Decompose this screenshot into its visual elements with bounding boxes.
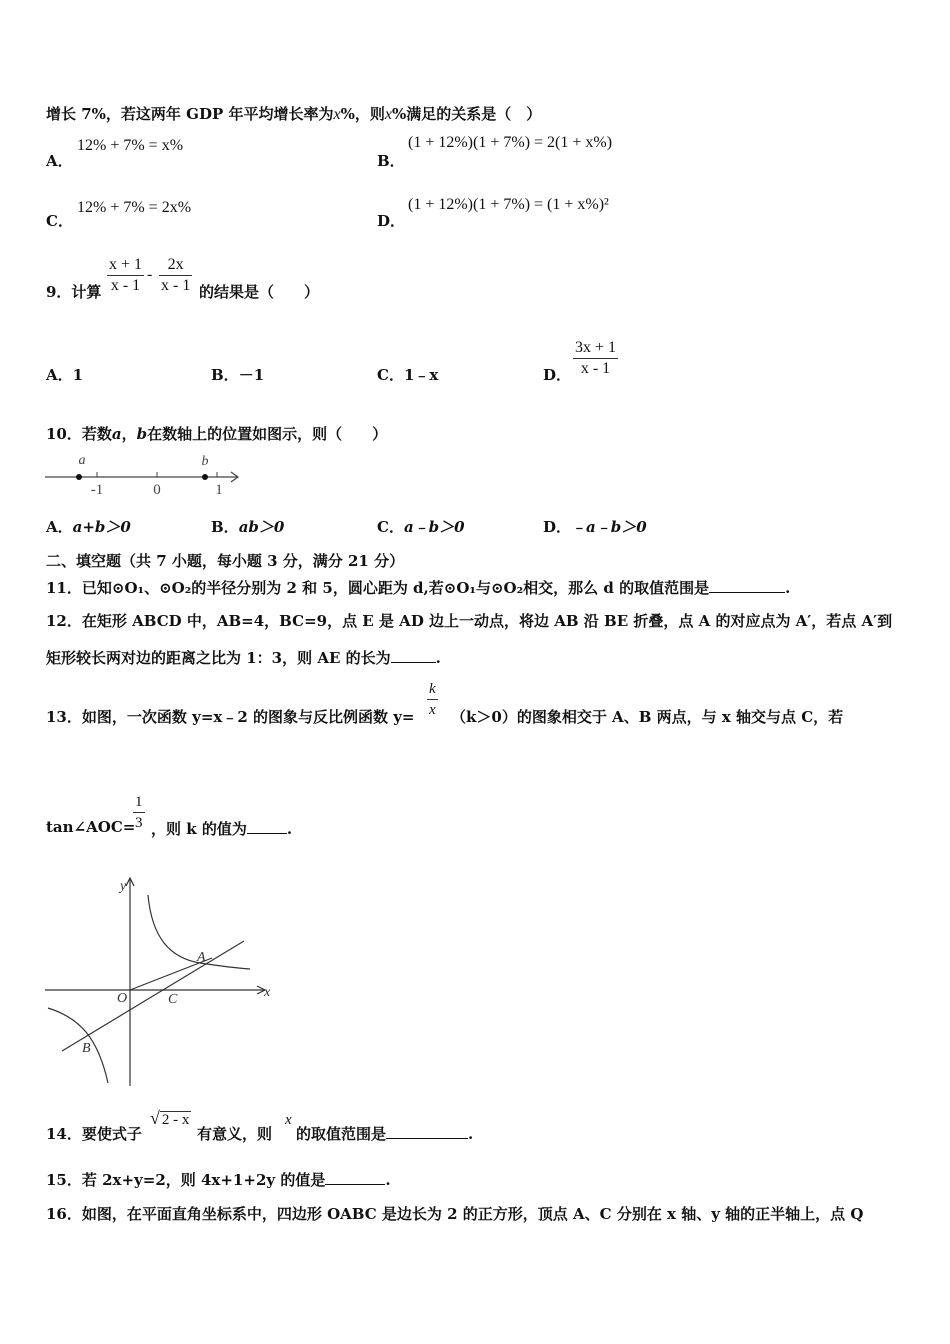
tick-label-minus-1: -1 [90,482,104,498]
q13-graph [40,868,285,1093]
q8-var-x: x [333,106,341,123]
origin-label: O [117,991,128,1006]
q8-option-c-label: C． [46,212,73,230]
q12-line1: 12．在矩形 ABCD 中，AB=4，BC=9，点 E 是 AD 边上一动点，将边 AB 沿 BE 折叠，点 A 的对应点为 A′，若点 A′到 [46,612,893,630]
q8-option-a-label: A． [46,152,73,170]
q14-answer-blank[interactable] [386,1124,468,1139]
point-b [202,474,208,480]
q9-stem-end: 的结果是（ ） [199,283,320,301]
q8-option-d-expr: (1 + 12%)(1 + 7%) = (1 + x%)² [408,196,609,213]
q16: 16．如图，在平面直角坐标系中，四边形 OABC 是边长为 2 的正方形，顶点 A、C 分别在 x 轴、y 轴的正半轴上，点 Q [46,1205,864,1223]
q10-option-d: D．﹣a﹣b＞0 [543,518,647,536]
point-b-label: B [82,1041,91,1056]
q9-option-c: C．1﹣x [377,366,439,384]
q13-tan-end: ，则 k 的值为 . [151,820,293,838]
q13-tan-label: tan∠AOC= [46,818,136,836]
label-b: b [201,454,209,469]
q15: 15．若 2x+y=2，则 4x+1+2y 的值是 . [46,1171,391,1189]
q10-number-line [40,450,250,500]
q15-answer-blank[interactable] [325,1170,385,1185]
q12-line2: 矩形较长两对边的距离之比为 1：3，则 AE 的长为 . [46,649,441,667]
point-a-label: A [197,950,206,965]
x-axis-label: x [264,985,271,1000]
q13-stem-end: （k＞0）的图象相交于 A、B 两点，与 x 轴交与点 C，若 [451,708,844,726]
q8-option-c-expr: 12% + 7% = 2x% [77,199,192,216]
q9-option-a: A．1 [46,366,84,384]
q9-number: 9．计算 [46,283,102,301]
label-a: a [78,453,86,468]
q14-stem: 14．要使式子 [46,1125,142,1143]
section-heading: 二、填空题（共 7 小题，每小题 3 分，满分 21 分） [46,552,405,570]
q12-answer-blank[interactable] [391,648,436,663]
q14-radical: √ 2 - x [150,1108,190,1128]
q8-var-x-2: x [384,106,392,123]
q11: 11．已知⊙O₁、⊙O₂的半径分别为 2 和 5，圆心距为 d,若⊙O₁与⊙O₂相交，那么 d 的取值范围是 . [46,579,791,597]
q8-option-b-expr: (1 + 12%)(1 + 7%) = 2(1 + x%) [408,134,613,151]
q9-option-d-label: D． [543,366,572,384]
q11-answer-blank[interactable] [709,578,785,593]
q14-end: 的取值范围是 . [296,1125,474,1143]
q8-option-a-expr: 12% + 7% = x% [77,137,184,154]
q13-stem: 13．如图，一次函数 y=x﹣2 的图象与反比例函数 y= [46,708,415,726]
q9-minus: - [147,266,153,283]
q9-fraction-2: $\frac{2x}{x - 1}$ [161,256,191,294]
y-axis-label: y [120,879,127,894]
point-a [76,474,82,480]
q9-fraction-1: $\frac{x + 1}{x - 1}$ [109,256,143,294]
point-c-label: C [168,992,178,1007]
sqrt-icon: √ [150,1108,160,1128]
hyperbola-branch-left [48,1008,108,1083]
tick-label-0: 0 [153,482,161,498]
q9-option-d-fraction: $\frac{3x + 1}{x - 1}$ [575,339,617,377]
q9-option-b: B．－1 [211,366,265,384]
q8-option-b-label: B． [377,152,405,170]
q8-stem: 增长 7%，若这两年 GDP 年平均增长率为x%，则x%满足的关系是（ ） [46,105,542,123]
linear-function-line [62,941,244,1051]
q10-stem: 10．若数a，b在数轴上的位置如图示，则（ ） [46,425,388,443]
q13-k-over-x: $\frac{k}{x}$ [429,681,436,718]
q14-var: x [285,1112,292,1128]
tick-label-1: 1 [215,482,223,498]
q13-answer-blank[interactable] [247,819,287,834]
q13-tan-fraction: $\frac{1}{3}$ [135,794,143,831]
q10-option-c: C．a﹣b＞0 [377,518,465,536]
q10-option-a: A．a+b＞0 [46,518,131,536]
q8-option-d-label: D． [377,212,406,230]
q10-option-b: B．ab＞0 [211,518,285,536]
q14-mid: 有意义，则 [197,1125,273,1143]
